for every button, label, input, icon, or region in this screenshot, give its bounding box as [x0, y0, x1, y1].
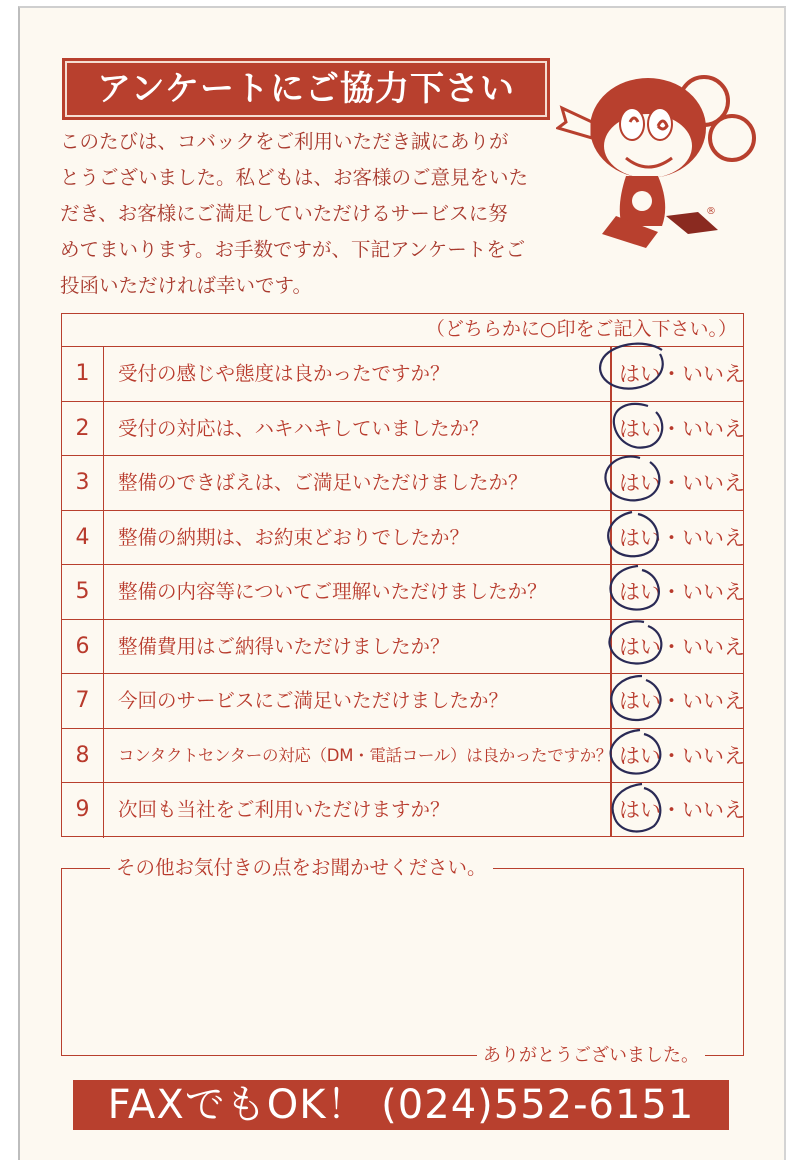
answer-options[interactable]: はい・いいえ — [619, 798, 745, 822]
mascot-character-icon — [556, 66, 766, 256]
answer-options[interactable]: はい・いいえ — [619, 416, 745, 441]
question-text: 整備費用はご納得いただけましたか？ — [118, 634, 450, 658]
intro-line: だき、お客様にご満足していただけるサービスに努 — [60, 202, 508, 225]
survey-instruction: （どちらかに○印をご記入下さい。） — [62, 314, 743, 347]
intro-line: めてまいります。お手数ですが、下記アンケートをご — [60, 238, 526, 261]
question-text: 次回も当社をご利用いただけますか？ — [118, 798, 450, 821]
question-row — [62, 456, 743, 511]
question-row — [62, 402, 743, 457]
question-number: 4 — [62, 511, 104, 565]
question-row — [62, 729, 743, 784]
answer-options[interactable]: はい・いいえ — [619, 743, 745, 768]
intro-line: このたびは、コバックをご利用いただき誠にありが — [60, 130, 509, 153]
answer-options[interactable]: はい・いいえ — [619, 580, 745, 604]
registered-mark: ® — [706, 206, 716, 217]
question-row — [62, 511, 743, 566]
question-number: 9 — [62, 783, 104, 838]
question-row — [62, 674, 743, 729]
survey-table — [61, 313, 744, 837]
intro-line: とうございました。私どもは、お客様のご意見をいた — [60, 166, 529, 189]
answer-options[interactable]: はい・いいえ — [619, 362, 745, 386]
answer-options[interactable]: はい・いいえ — [619, 634, 745, 659]
question-number: 1 — [62, 347, 104, 401]
intro-paragraph — [60, 124, 560, 304]
question-text: 整備のできばえは、ご満足いただけましたか？ — [118, 471, 528, 494]
survey-title: アンケートにご協力下さい — [62, 58, 550, 120]
answer-options[interactable]: はい・いいえ — [619, 471, 745, 495]
question-number: 5 — [62, 565, 104, 619]
question-row — [62, 565, 743, 620]
question-text: コンタクトセンターの対応（DM・電話コール）は良かったですか？ — [118, 745, 612, 765]
intro-line: 投函いただければ幸いです。 — [60, 274, 312, 297]
question-row — [62, 347, 743, 402]
question-number: 6 — [62, 620, 104, 674]
question-number: 2 — [62, 402, 104, 456]
thank-you-text: ありがとうございました。 — [477, 1043, 705, 1069]
question-number: 7 — [62, 674, 104, 728]
question-row — [62, 783, 743, 838]
question-text: 今回のサービスにご満足いただけましたか？ — [118, 689, 509, 712]
question-row — [62, 620, 743, 675]
comment-label: その他お気付きの点をお聞かせください。 — [110, 855, 493, 881]
answer-options[interactable]: はい・いいえ — [619, 689, 745, 713]
comment-area[interactable] — [61, 856, 744, 1066]
question-text: 受付の対応は、ハキハキしていましたか？ — [118, 416, 489, 440]
fax-number-banner: FAXでもOK！ (024)552-6151 — [73, 1080, 729, 1130]
question-text: 整備の内容等についてご理解いただけましたか？ — [118, 580, 547, 603]
question-number: 8 — [62, 729, 104, 783]
answer-options[interactable]: はい・いいえ — [619, 525, 745, 550]
question-text: 整備の納期は、お約束どおりでしたか？ — [118, 525, 470, 549]
question-text: 受付の感じや態度は良かったですか？ — [118, 362, 450, 385]
question-number: 3 — [62, 456, 104, 510]
